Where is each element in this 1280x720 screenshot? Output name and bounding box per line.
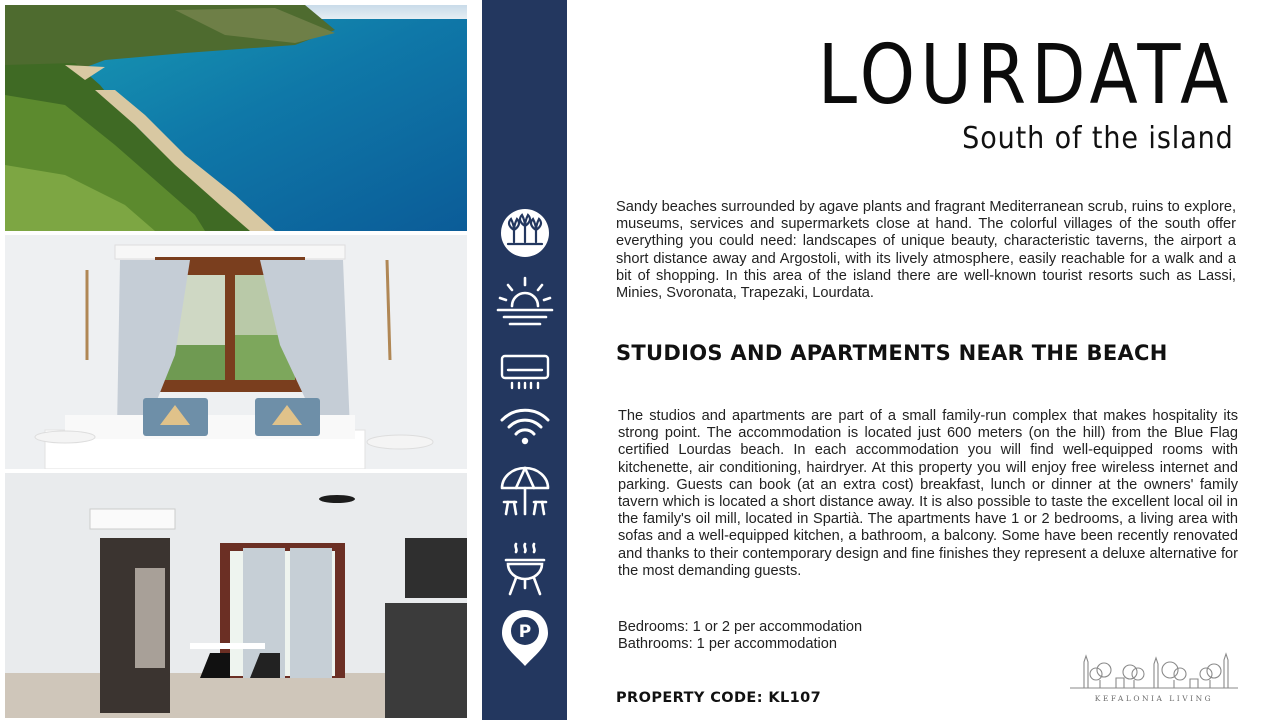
apartment-photo	[5, 473, 467, 718]
kefalonia-living-logo	[1066, 652, 1242, 708]
beach-umbrella-icon	[494, 460, 556, 522]
logo-icon	[1066, 652, 1242, 692]
svg-text:P: P	[518, 622, 532, 642]
page-subtitle: South of the island	[962, 121, 1234, 156]
coast-photo	[5, 5, 467, 231]
parking-icon	[494, 606, 556, 668]
amenities-strip	[482, 0, 567, 720]
garden-icon	[494, 202, 556, 264]
page-title: LOURDATA	[818, 28, 1234, 123]
property-details	[618, 619, 862, 653]
bedrooms-info: Bedrooms: 1 or 2 per accommodation	[618, 619, 863, 635]
property-code: PROPERTY CODE: KL107	[616, 690, 822, 706]
section-heading: STUDIOS AND APARTMENTS NEAR THE BEACH	[616, 341, 1168, 365]
bedroom-photo	[5, 235, 467, 469]
description-paragraph: The studios and apartments are part of a small family-run complex that makes hospitality its strong point. The accommodation is located just 600 meters (on the hill) from the Blue Flag certified Lourdas beach. In each accommodation you will find well-equipped rooms with kitchenette, air conditioning, hairdryer. At this property you will enjoy free wireless internet and parking. Guests can book (at an extra cost) breakfast, lunch or dinner at the owners' family tavern which is located a short distance away. It is also possible to taste the excellent local oil in the family's oil mill, located in Spartià. The apartments have 1 or 2 bedrooms, a living area with sofas and a well-equipped kitchen, a bathroom, a balcony. Some have been recently renovated and thanks to their contemporary design and fine finishes they represent a deluxe alternative for the most demanding guests.	[618, 408, 1238, 579]
bathrooms-info: Bathrooms: 1 per accommodation	[618, 636, 838, 652]
intro-paragraph: Sandy beaches surrounded by agave plants and fragrant Mediterranean scrub, ruins to explore, museums, services and supermarkets close at hand. The colorful villages of the south offer everything you could need: landscapes of unique beauty, characteristic taverns, the airport a short distance away and Argostoli, with its lively atmosphere, easily reachable for a walk and a bit of shopping. In this area of the island there are well-known tourist resorts such as Lassi, Minies, Svoronata, Trapezaki, Lourdata.	[616, 199, 1236, 302]
barbecue-icon	[494, 538, 556, 600]
logo-text: KEFALONIA LIVING	[1094, 694, 1214, 703]
wifi-icon	[494, 394, 556, 456]
sunset-icon	[494, 272, 556, 334]
